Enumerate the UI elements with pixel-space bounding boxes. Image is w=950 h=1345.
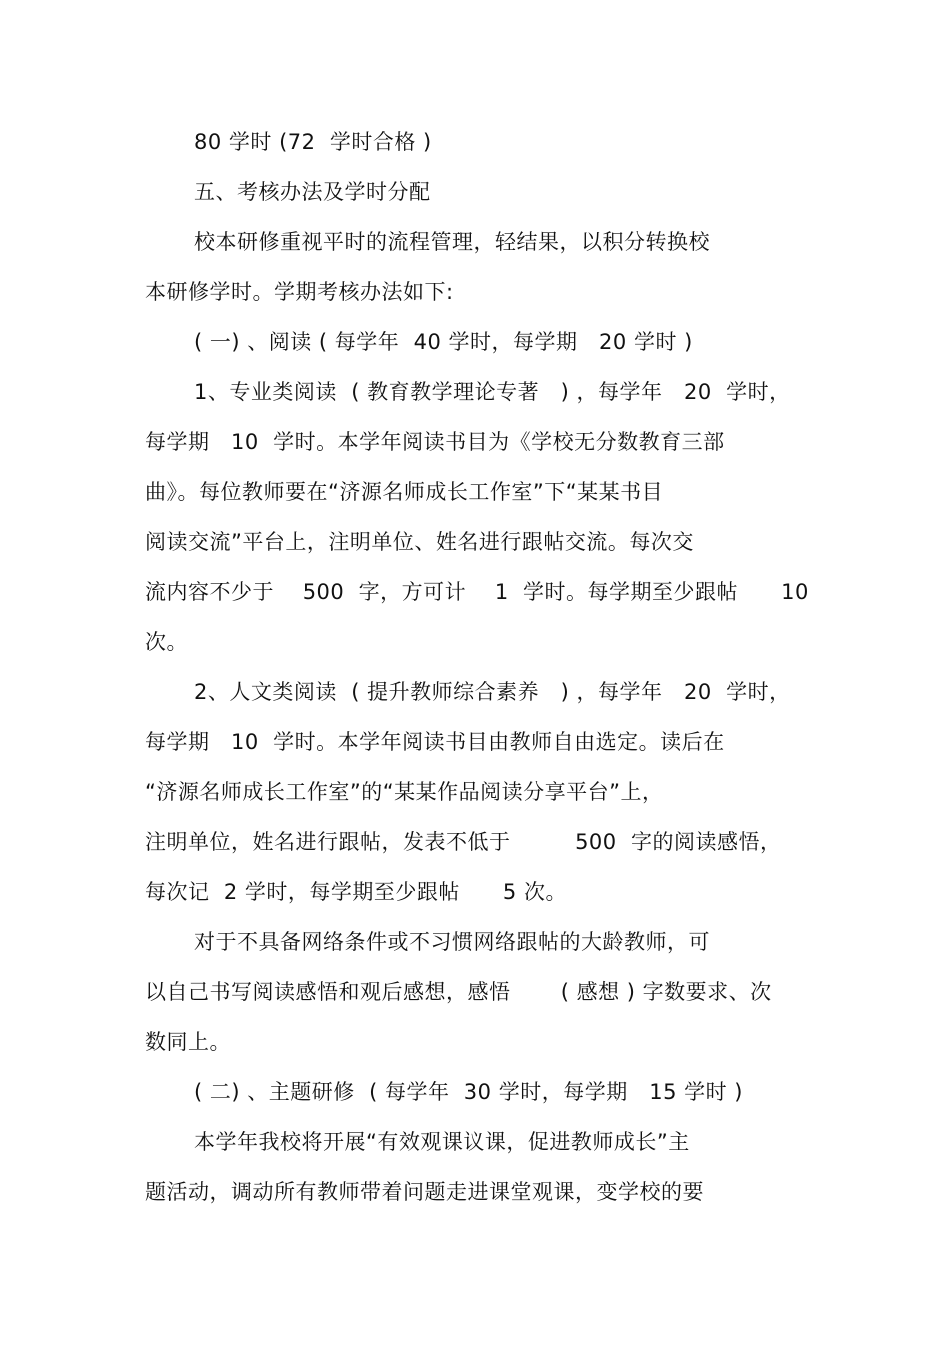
text-line-1: 80 学时 (72 学时合格 )	[194, 130, 432, 154]
text-line-8: 曲》。每位教师要在“济源名师成长工作室”下“某某书目	[145, 480, 664, 504]
subheading-theme-study: ( 二) 、主题研修 ( 每学年 30 学时，每学期 15 学时 )	[194, 1080, 743, 1104]
text-line-16: 每次记 2 学时，每学期至少跟帖 5 次。	[145, 880, 567, 904]
section-heading-5: 五、考核办法及学时分配	[194, 180, 431, 204]
text-line-11: 次。	[145, 630, 188, 654]
text-line-19: 数同上。	[145, 1030, 231, 1054]
text-line-3: 校本研修重视平时的流程管理，轻结果，以积分转换校	[194, 230, 710, 254]
text-line-14: “济源名师成长工作室”的“某某作品阅读分享平台”上，	[145, 780, 664, 804]
text-line-9: 阅读交流”平台上，注明单位、姓名进行跟帖交流。每次交	[145, 530, 694, 554]
subheading-reading: ( 一) 、阅读 ( 每学年 40 学时，每学期 20 学时 )	[194, 330, 693, 354]
text-line-18: 以自己书写阅读感悟和观后感想，感悟 ( 感想 ) 字数要求、次	[145, 980, 772, 1004]
text-line-12: 2、人文类阅读 ( 提升教师综合素养 ) ，每学年 20 学时，	[194, 680, 791, 704]
text-line-6: 1、专业类阅读 ( 教育教学理论专著 ) ，每学年 20 学时，	[194, 380, 791, 404]
text-line-22: 题活动，调动所有教师带着问题走进课堂观课，变学校的要	[145, 1180, 704, 1204]
text-line-13: 每学期 10 学时。本学年阅读书目由教师自由选定。读后在	[145, 730, 725, 754]
text-line-21: 本学年我校将开展“有效观课议课，促进教师成长”主	[194, 1130, 690, 1154]
text-line-4: 本研修学时。学期考核办法如下:	[145, 280, 454, 304]
text-line-7: 每学期 10 学时。本学年阅读书目为《学校无分数教育三部	[145, 430, 725, 454]
text-line-10: 流内容不少于 500 字，方可计 1 学时。每学期至少跟帖 10	[145, 580, 809, 604]
text-line-17: 对于不具备网络条件或不习惯网络跟帖的大龄教师，可	[194, 930, 710, 954]
text-line-15: 注明单位，姓名进行跟帖，发表不低于 500 字的阅读感悟，	[145, 830, 782, 854]
